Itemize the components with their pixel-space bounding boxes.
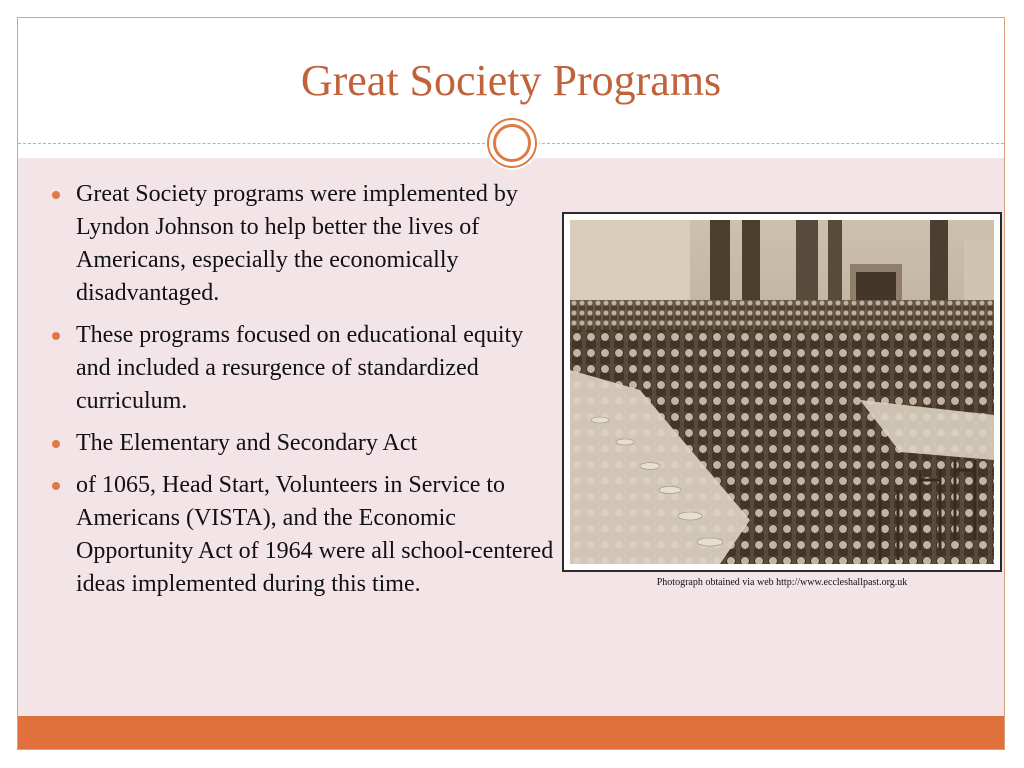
bullet-item — [52, 178, 557, 310]
bullet-dot-icon — [52, 482, 60, 490]
bullet-list — [52, 178, 557, 610]
bullet-dot-icon — [52, 191, 60, 199]
bullet-item — [52, 427, 557, 460]
bullet-text: The Elementary and Secondary Act — [76, 430, 418, 456]
slide-title: Great Society Programs — [300, 56, 722, 105]
historical-photo — [570, 220, 994, 564]
bullet-text: These programs focused on educational equity and included a resurgence of standardized curriculum. — [76, 322, 524, 414]
bullet-text: Great Society programs were implemented by Lyndon Johnson to help better the lives of Americans, especially the economically disadvantaged. — [76, 181, 518, 306]
bullet-item — [52, 469, 557, 601]
dining-hall-photo-illustration — [570, 220, 994, 564]
photo-caption: Photograph obtained via web http://www.eccleshallpast.org.uk — [656, 577, 908, 588]
slide — [17, 17, 1005, 750]
footer-bar — [18, 716, 1004, 750]
bullet-text: of 1065, Head Start, Volunteers in Service to Americans (VISTA), and the Economic Opportunity Act of 1964 were all school-centered ideas implemented during this time. — [76, 472, 554, 597]
inner-ring — [493, 124, 531, 162]
bullet-item — [52, 319, 557, 418]
bullet-dot-icon — [52, 440, 60, 448]
photo-frame — [562, 212, 1002, 572]
bullet-dot-icon — [52, 332, 60, 340]
double-circle-icon — [485, 116, 539, 170]
